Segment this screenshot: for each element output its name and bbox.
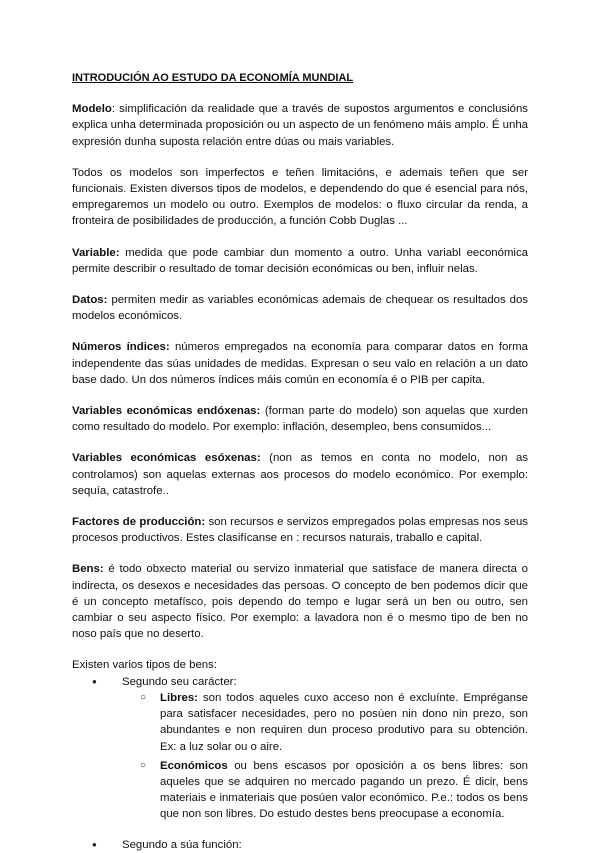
paragraph-modelo bbox=[72, 101, 528, 150]
paragraph-variable bbox=[72, 245, 528, 277]
definition-economicos: ou bens escasos por oposición a os bens libres: son aqueles que se adquiren no mercado pagando un prezo. É dicir, bens materiais e inmateriais que posúen valor económico. P.e.: todos os bens que non son libres. Do estudo destes bens preocupase a economía. bbox=[160, 759, 528, 821]
list-spacer bbox=[72, 823, 528, 837]
definition-modelo: : simplificación da realidade que a través de supostos argumentos e conclusións explica unha determinada proposición ou un aspecto de un fenómeno máis amplo. É unha expresión dunha suposta relación entre dúas ou mais variables. bbox=[72, 103, 528, 148]
term-variables-endoxenas: Variables económicas endóxenas: bbox=[72, 405, 261, 418]
text-modelos-limitacions: Todos os modelos son imperfectos e teñen limitacións, e ademais teñen que ser funcionais. Existen diversos tipos de modelos, e dependendo do que é esencial para nós, empregaremos un modelo ou outro. Exemplos de modelos: o fluxo circular da renda, a fronteira de posibilidades de producción, a función Cobb Duglas ... bbox=[72, 166, 528, 228]
definition-libres: son todos aqueles cuxo acceso non é excluínte. Empréganse para satisfacer necesidades, pero no posúen nin dono nin prezo, son abundantes e non requiren dun proceso produtivo para su obtención. Ex: a luz solar ou o aire. bbox=[160, 691, 528, 753]
definition-datos: permiten medir as variables económicas ademais de chequear os resultados dos modelos económicos. bbox=[72, 294, 528, 323]
definition-numeros-indices: números empregados na economía para comparar datos en forma independente das súas unidades de medidas. Expresan o seu valo en relación a un dato base dado. Un dos números índices máis común en economía é o PIB per capita. bbox=[72, 341, 528, 386]
list-item-funcion bbox=[72, 837, 528, 853]
caracter-sublist bbox=[122, 690, 528, 823]
bullet-caracter-label: Segundo seu carácter: bbox=[122, 675, 237, 688]
paragraph-bens bbox=[72, 561, 528, 642]
sublist-item-libres bbox=[140, 690, 528, 755]
term-modelo: Modelo bbox=[72, 103, 112, 116]
term-variable: Variable: bbox=[72, 246, 120, 259]
list-item-caracter bbox=[72, 674, 528, 823]
paragraph-variables-esoxenas bbox=[72, 450, 528, 499]
definition-variables-esoxenas: (non as temos en conta no modelo, non as controlamos) son aquelas externas aos procesos do modelo económico. Por exemplo: sequía, catastrofe.. bbox=[72, 452, 529, 497]
types-intro: Existen varios tipos de bens: bbox=[72, 659, 217, 672]
term-libres: Libres: bbox=[160, 691, 198, 704]
term-economicos: Económicos bbox=[160, 759, 228, 772]
sublist-item-economicos bbox=[140, 758, 528, 823]
paragraph-modelos-limitacions bbox=[72, 165, 528, 230]
term-bens: Bens: bbox=[72, 563, 104, 576]
definition-bens: é todo obxecto material ou servizo inmaterial que satisface de manera directa o indirecta, os desexos e necesidades das persoas. O concepto de ben podemos dicir que é un concepto metafísco, pois dependo do tempo e lugar será un ben ou outro, sen cambiar o seu aspecto físico. Por exemplo: a lavadora non é o mesmo tipo de ben no noso país que no deserto. bbox=[72, 563, 528, 641]
paragraph-variables-endoxenas bbox=[72, 403, 528, 435]
term-numeros-indices: Números índices: bbox=[72, 341, 170, 354]
term-factores-producion: Factores de producción: bbox=[72, 516, 206, 529]
term-variables-esoxenas: Variables económicas esóxenas: bbox=[72, 452, 261, 465]
bullet-funcion-label: Segundo a súa función: bbox=[122, 838, 242, 851]
paragraph-datos bbox=[72, 292, 528, 324]
definition-variables-endoxenas: (forman parte do modelo) son aquelas que xurden como resultado do modelo. Por exemplo: inflación, desempleo, bens consumidos... bbox=[72, 405, 528, 434]
types-list bbox=[72, 674, 528, 853]
definition-variable: medida que pode cambiar dun momento a outro. Unha variabl eeconómica permite describir o resultado de tomar decisión económicas ou ben, influir nelas. bbox=[72, 246, 528, 275]
document-title: INTRODUCIÓN AO ESTUDO DA ECONOMÍA MUNDIAL bbox=[72, 72, 354, 84]
paragraph-numeros-indices bbox=[72, 339, 528, 388]
paragraph-factores-producion bbox=[72, 514, 528, 546]
term-datos: Datos: bbox=[72, 294, 108, 307]
definition-factores-producion: son recursos e servizos empregados polas empresas nos seus procesos productivos. Estes clasifícanse en : recursos naturais, traballo e capital. bbox=[72, 516, 529, 545]
